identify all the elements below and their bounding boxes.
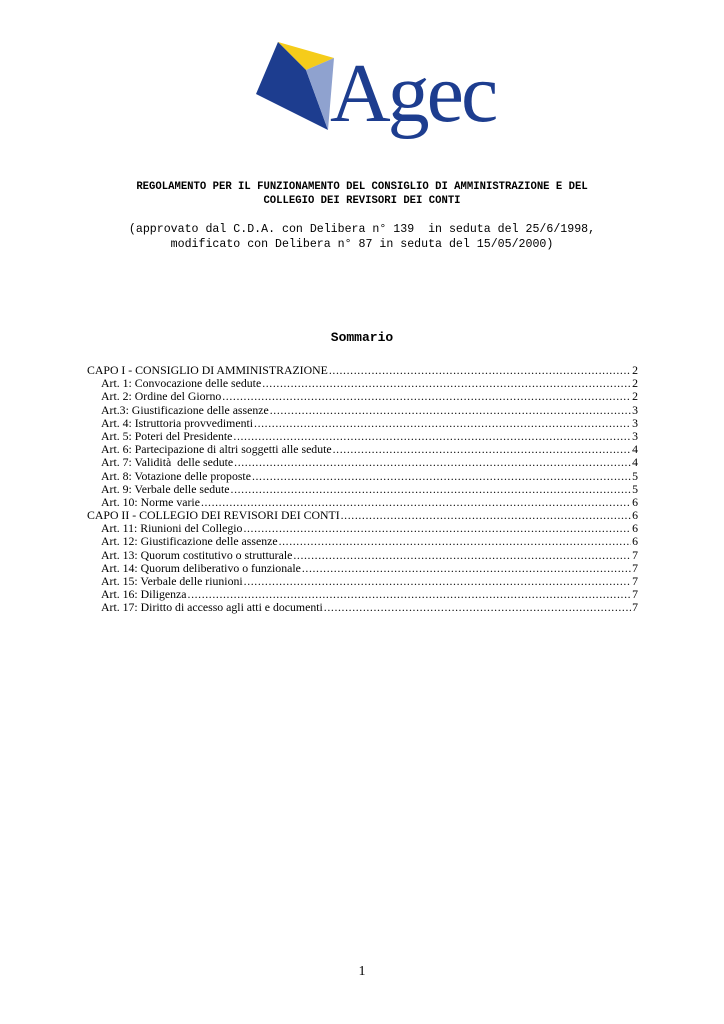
toc-article-entry[interactable] bbox=[87, 601, 638, 614]
toc-entry-title: Art.3: Giustificazione delle assenze bbox=[101, 402, 269, 417]
toc-entry-title: CAPO I - CONSIGLIO DI AMMINISTRAZIONE bbox=[87, 363, 328, 377]
toc-dot-leader bbox=[270, 404, 631, 417]
title-line-1: REGOLAMENTO PER IL FUNZIONAMENTO DEL CONSIGLIO DI AMMINISTRAZIONE E DEL bbox=[136, 181, 588, 193]
toc-dot-leader bbox=[254, 417, 631, 430]
toc-entry-title: Art. 16: Diligenza bbox=[101, 587, 187, 602]
toc-entry-title: Art. 2: Ordine del Giorno bbox=[101, 389, 222, 404]
toc-entry-page: 6 bbox=[632, 534, 638, 549]
approval-line-1: (approvato dal C.D.A. con Delibera n° 139 in seduta del 25/6/1998, bbox=[128, 223, 596, 236]
toc-entry-page: 4 bbox=[632, 442, 638, 457]
toc-entry-page: 5 bbox=[632, 468, 638, 483]
toc-entry-title: Art. 5: Poteri del Presidente bbox=[101, 428, 233, 443]
toc-dot-leader bbox=[262, 377, 631, 390]
toc-article-entry[interactable] bbox=[87, 535, 638, 548]
toc-article-entry[interactable] bbox=[87, 417, 638, 430]
toc-entry-page: 7 bbox=[632, 587, 638, 602]
toc-entry-page: 7 bbox=[632, 547, 638, 562]
toc-entry-title: Art. 1: Convocazione delle sedute bbox=[101, 376, 262, 391]
toc-entry-page: 6 bbox=[632, 494, 638, 509]
toc-dot-leader bbox=[231, 483, 632, 496]
toc-entry-title: Art. 7: Validità delle sedute bbox=[101, 455, 234, 470]
toc-entry-page: 3 bbox=[632, 402, 638, 417]
table-of-contents bbox=[87, 364, 638, 615]
toc-entry-title: Art. 13: Quorum costitutivo o strutturale bbox=[101, 547, 293, 562]
title-line-2: COLLEGIO DEI REVISORI DEI CONTI bbox=[263, 195, 461, 207]
toc-dot-leader bbox=[324, 601, 631, 614]
toc-entry-title: Art. 6: Partecipazione di altri soggetti alle sedute bbox=[101, 442, 332, 457]
toc-entry-page: 4 bbox=[632, 455, 638, 470]
toc-entry-title: Art. 11: Riunioni del Collegio bbox=[101, 521, 243, 536]
toc-entry-title: Art. 10: Norme varie bbox=[101, 494, 200, 509]
toc-entry-title: CAPO II - COLLEGIO DEI REVISORI DEI CONTI bbox=[87, 508, 340, 523]
toc-entry-page: 7 bbox=[632, 560, 638, 575]
toc-article-entry[interactable] bbox=[87, 404, 638, 417]
toc-dot-leader bbox=[222, 390, 631, 403]
toc-entry-page: 2 bbox=[632, 363, 638, 377]
toc-entry-page: 7 bbox=[632, 600, 638, 615]
toc-article-entry[interactable] bbox=[87, 390, 638, 403]
toc-entry-page: 2 bbox=[632, 389, 638, 404]
toc-dot-leader bbox=[243, 522, 631, 535]
toc-entry-page: 5 bbox=[632, 481, 638, 496]
toc-dot-leader bbox=[234, 456, 631, 469]
approval-note bbox=[60, 222, 664, 252]
toc-dot-leader bbox=[252, 470, 631, 483]
toc-article-entry[interactable] bbox=[87, 470, 638, 483]
toc-entry-page: 6 bbox=[632, 521, 638, 536]
toc-dot-leader bbox=[341, 509, 631, 522]
toc-article-entry[interactable] bbox=[87, 483, 638, 496]
toc-entry-page: 7 bbox=[632, 574, 638, 588]
toc-entry-page: 6 bbox=[632, 508, 638, 523]
toc-dot-leader bbox=[293, 549, 631, 562]
logo-wordmark: Agec bbox=[330, 47, 496, 140]
toc-entry-title: Art. 14: Quorum deliberativo o funzionale bbox=[101, 560, 301, 575]
toc-dot-leader bbox=[279, 535, 632, 548]
toc-entry-page: 2 bbox=[632, 376, 638, 391]
toc-entry-page: 3 bbox=[632, 415, 638, 430]
toc-entry-title: Art. 15: Verbale delle riunioni bbox=[101, 574, 243, 588]
toc-article-entry[interactable] bbox=[87, 549, 638, 562]
toc-dot-leader bbox=[302, 562, 631, 575]
document-title bbox=[60, 180, 664, 208]
toc-heading: Sommario bbox=[330, 330, 394, 345]
toc-article-entry[interactable] bbox=[87, 456, 638, 469]
page-number: 1 bbox=[358, 964, 366, 979]
toc-entry-title: Art. 8: Votazione delle proposte bbox=[101, 468, 251, 483]
toc-entry-title: Art. 9: Verbale delle sedute bbox=[101, 481, 230, 496]
toc-entry-title: Art. 12: Giustificazione delle assenze bbox=[101, 534, 278, 549]
toc-dot-leader bbox=[333, 443, 631, 456]
toc-dot-leader bbox=[244, 575, 631, 588]
toc-dot-leader bbox=[329, 364, 631, 377]
toc-entry-page: 3 bbox=[632, 428, 638, 443]
agec-logo bbox=[256, 40, 496, 150]
approval-line-2: modificato con Delibera n° 87 in seduta del 15/05/2000) bbox=[170, 238, 554, 251]
toc-entry-title: Art. 17: Diritto di accesso agli atti e documenti bbox=[101, 600, 323, 615]
toc-entry-title: Art. 4: Istruttoria provvedimenti bbox=[101, 415, 254, 430]
